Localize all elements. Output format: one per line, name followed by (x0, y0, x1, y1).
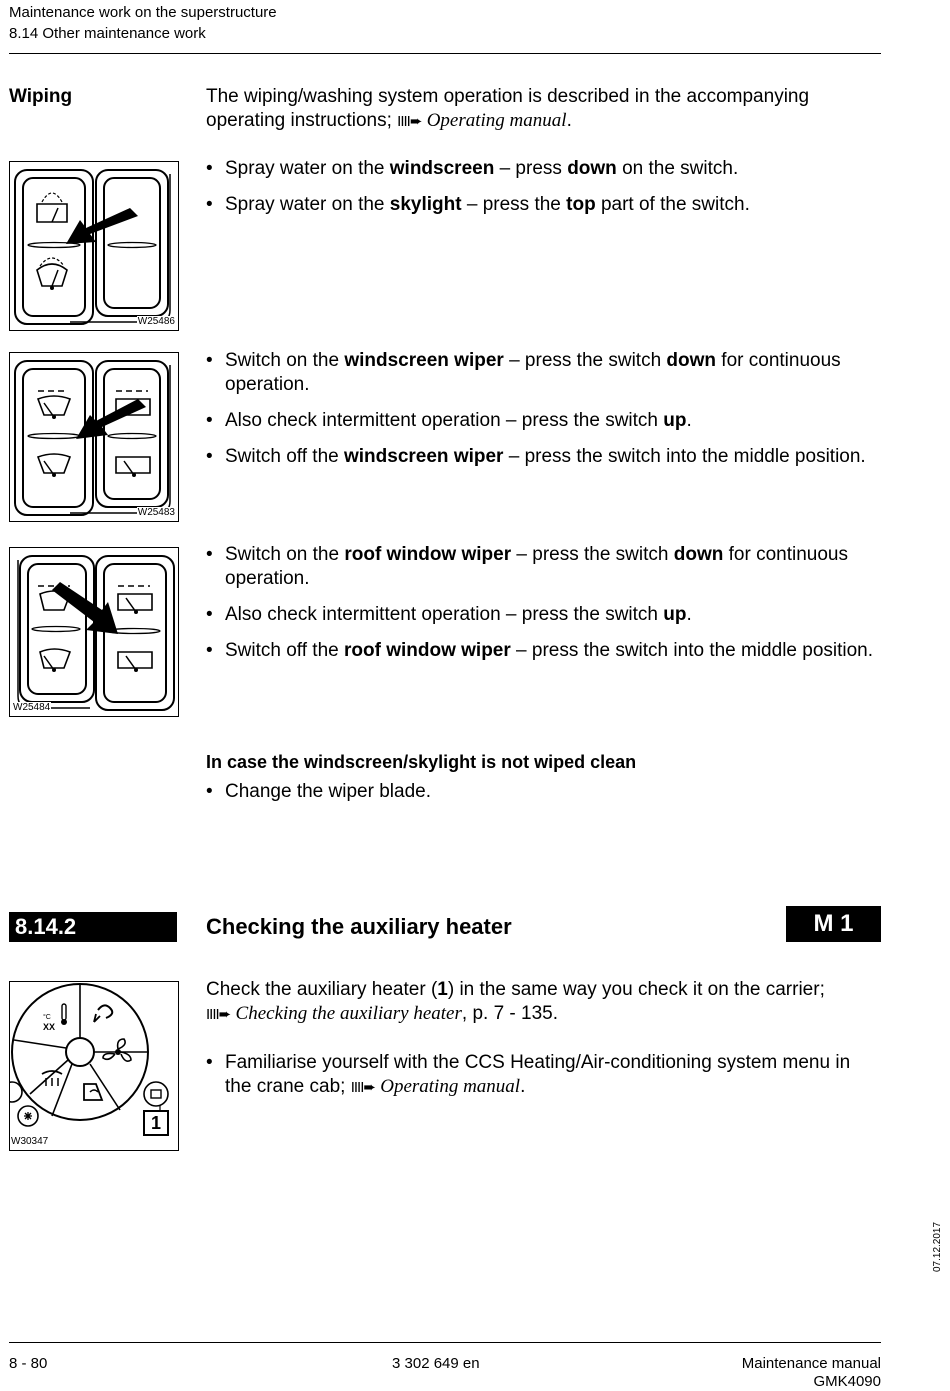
heater-check-text: Check the auxiliary heater (1) in the same way you check it on the carrier; IIII➨ Checking the auxiliary heater, p. 7 - 135. (206, 979, 825, 1024)
maintenance-interval-badge: M 1 (786, 906, 881, 942)
running-header (9, 2, 277, 44)
print-date: 07.12.2017 (932, 1221, 943, 1272)
temperature-unit: °C (43, 1014, 51, 1021)
not-clean-list (206, 780, 881, 816)
list-item: • Change the wiper blade. (206, 780, 881, 804)
header-rule (9, 53, 881, 54)
heater-reference-link[interactable]: Checking the auxiliary heater (235, 1003, 462, 1024)
page-number: 8 - 80 (9, 1355, 48, 1372)
list-item: • Also check intermittent operation – press the switch up. (206, 603, 881, 627)
document-number: 3 302 649 en (392, 1355, 480, 1372)
spray-list (206, 157, 881, 229)
windscreen-wiper-list (206, 349, 881, 481)
list-item: • Spray water on the windscreen – press down on the switch. (206, 157, 881, 181)
list-item: • Spray water on the skylight – press the top part of the switch. (206, 193, 881, 217)
windscreen-wiper-switch-illustration (10, 353, 178, 521)
figure-windscreen-wiper-switch (9, 352, 179, 522)
cross-reference-arrow-icon: IIII➨ (397, 113, 422, 130)
not-clean-heading: In case the windscreen/skylight is not wiped clean (206, 752, 637, 772)
heater-list (206, 1051, 881, 1112)
item-number-badge: 1 (143, 1110, 169, 1136)
wiping-heading: Wiping (9, 86, 73, 107)
section-title: Checking the auxiliary heater (206, 914, 512, 939)
list-item: • Switch off the windscreen wiper – press the switch into the middle position. (206, 445, 881, 469)
section-number: 8.14.2 (9, 912, 177, 942)
roof-wiper-list (206, 543, 881, 675)
figure-washer-switch (9, 161, 179, 331)
footer-rule (9, 1342, 881, 1343)
header-chapter: Maintenance work on the superstructure (9, 4, 277, 21)
list-item: • Also check intermittent operation – press the switch up. (206, 409, 881, 433)
intro-reference-link[interactable]: Operating manual (426, 110, 567, 131)
list-item: • Familiarise yourself with the CCS Heating/Air-conditioning system menu in the crane cab; IIII➨ Operating manual. (206, 1051, 881, 1100)
list-item: • Switch on the windscreen wiper – press the switch down for continuous operation. (206, 349, 881, 397)
figure-code: W25484 (13, 702, 51, 713)
reference-page: , p. 7 - 135. (461, 1003, 559, 1024)
operating-manual-link[interactable]: Operating manual (380, 1076, 521, 1097)
manual-name: Maintenance manual (741, 1355, 881, 1372)
figure-roof-wiper-switch (9, 547, 179, 717)
washer-switch-illustration (10, 162, 178, 330)
roof-wiper-switch-illustration (10, 548, 178, 716)
intro-period: . (566, 110, 572, 131)
temperature-value: XX (43, 1022, 56, 1032)
list-item: • Switch off the roof window wiper – press the switch into the middle position. (206, 639, 881, 663)
cross-reference-arrow-icon: IIII➨ (350, 1079, 375, 1096)
wiping-intro (206, 85, 876, 134)
list-item: • Switch on the roof window wiper – press the switch down for continuous operation. (206, 543, 881, 591)
figure-code: W25486 (137, 316, 175, 327)
wiping-intro-text: The wiping/washing system operation is described in the accompanying operating instructions; (206, 86, 810, 131)
crane-model: GMK4090 (813, 1373, 881, 1390)
figure-code: W25483 (137, 507, 175, 518)
manual-title (681, 1355, 881, 1391)
figure-ccs-heater-menu (9, 981, 179, 1151)
figure-code: W30347 (11, 1136, 49, 1147)
cross-reference-arrow-icon: IIII➨ (206, 1006, 231, 1023)
header-section: 8.14 Other maintenance work (9, 25, 206, 42)
